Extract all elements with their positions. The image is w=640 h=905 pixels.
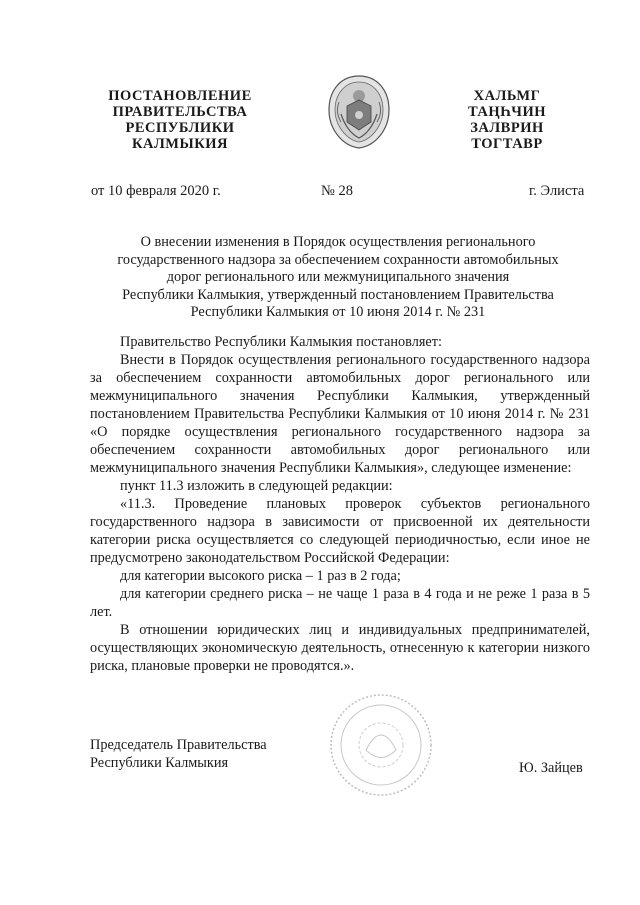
- issuer-title-line: ЗАЛВРИН: [470, 120, 544, 136]
- issuer-title-line: ХАЛЬМГ: [473, 88, 541, 104]
- body-paragraph: Правительство Республики Калмыкия постановляет:: [120, 334, 442, 350]
- signatory-position-line: Республики Калмыкия: [90, 755, 229, 771]
- resolution-number: № 28: [321, 183, 353, 199]
- resolution-date: от 10 февраля 2020 г.: [91, 183, 221, 199]
- body-paragraph: «11.3. Проведение плановых проверок субъектов регионального государственного надзора в зависимости от присвоенной их деятельности категории риска осуществляется со следующей периодичностью, если иное не предусмотрено законодательством Российской Федерации:: [90, 496, 590, 566]
- title-line: Республики Калмыкия от 10 июня 2014 г. № 231: [190, 304, 486, 320]
- issuer-title-kalmyk: [452, 88, 562, 152]
- issuer-title-russian: [95, 88, 265, 152]
- issuer-title-line: КАЛМЫКИЯ: [132, 136, 228, 152]
- resolution-city: г. Элиста: [529, 183, 585, 199]
- title-line: Республики Калмыкия, утвержденный постановлением Правительства: [122, 286, 554, 303]
- signatory-position: [90, 736, 267, 772]
- issuer-title-line: РЕСПУБЛИКИ: [125, 120, 235, 136]
- kalmykia-coat-of-arms-icon: [325, 72, 393, 152]
- issuer-title-line: ТАҢҺЧИН: [467, 104, 547, 120]
- title-line: дорог регионального или межмуниципального значения: [166, 269, 510, 285]
- document-title: [88, 234, 588, 322]
- body-paragraph: для категории среднего риска – не чаще 1 раза в 4 года и не реже 1 раза в 5 лет.: [90, 586, 590, 620]
- body-paragraph: В отношении юридических лиц и индивидуальных предпринимателей, осуществляющих экономическую деятельность, отнесенную к категории низкого риска, плановые проверки не проводятся.».: [90, 622, 590, 674]
- document-body: [90, 333, 590, 675]
- title-line: государственного надзора за обеспечением сохранности автомобильных: [117, 251, 559, 268]
- body-paragraph: Внести в Порядок осуществления регионального государственного надзора за обеспечением сохранности автомобильных дорог регионального или межмуниципального значения Республики Калмыкия, утвержденный постановлением Правительства Республики Калмыкия от 10 июня 2014 г. № 231 «О порядке осуществления регионального государственного надзора за обеспечением сохранности автомобильных дорог регионального или межмуниципального значения Республики Калмыкия», следующее изменение:: [90, 352, 590, 476]
- body-paragraph: для категории высокого риска – 1 раз в 2 года;: [120, 568, 401, 584]
- body-paragraph: пункт 11.3 изложить в следующей редакции:: [120, 478, 393, 494]
- issuer-title-line: ПРАВИТЕЛЬСТВА: [112, 104, 248, 120]
- signatory-position-line: Председатель Правительства: [90, 737, 267, 753]
- issuer-title-line: ПОСТАНОВЛЕНИЕ: [108, 88, 252, 104]
- title-line: О внесении изменения в Порядок осуществления регионального: [140, 234, 536, 250]
- issuer-title-line: ТОГТАВР: [471, 136, 543, 152]
- signatory-name: Ю. Зайцев: [519, 760, 583, 776]
- official-seal-stamp-icon: [326, 690, 436, 800]
